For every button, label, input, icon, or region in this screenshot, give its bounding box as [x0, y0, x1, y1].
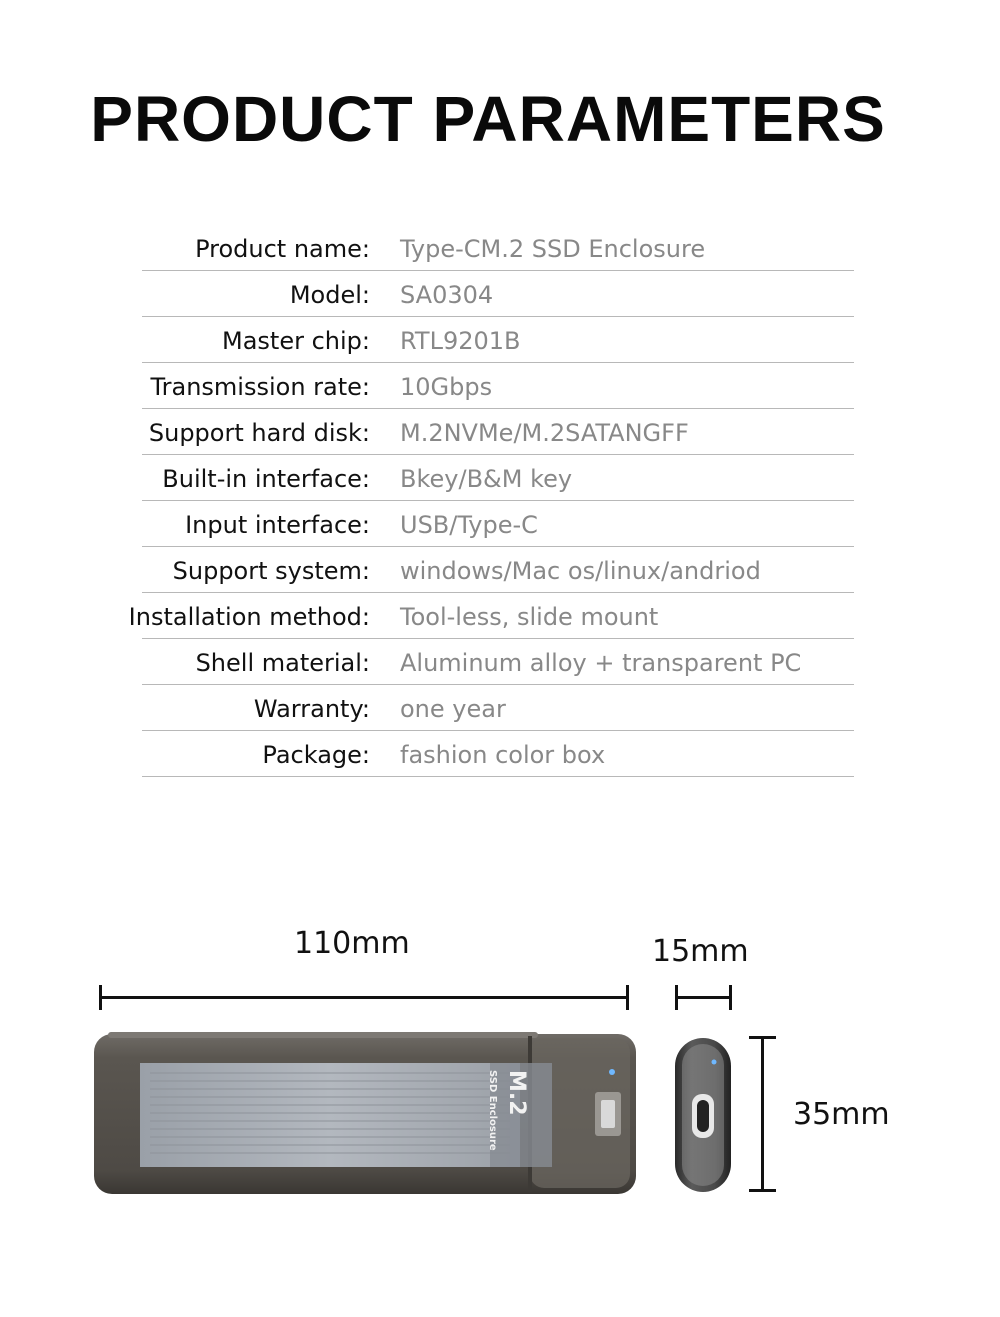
- spec-label: Shell material:: [195, 649, 370, 677]
- spec-row: [142, 318, 854, 363]
- spec-value: Type-CM.2 SSD Enclosure: [400, 235, 706, 263]
- spec-row: [142, 502, 854, 547]
- spec-value: fashion color box: [400, 741, 606, 769]
- spec-value: one year: [400, 695, 506, 723]
- spec-label: Master chip:: [222, 327, 370, 355]
- enclosure-end-view-image: [672, 1036, 734, 1194]
- spec-row: [142, 640, 854, 685]
- spec-label: Model:: [289, 281, 370, 309]
- spec-value: windows/Mac os/linux/andriod: [400, 557, 761, 585]
- spec-row: [142, 686, 854, 731]
- height-dimension-label: 35mm: [793, 1097, 890, 1132]
- spec-table: [128, 226, 854, 778]
- spec-label: Support system:: [172, 557, 370, 585]
- spec-label: Transmission rate:: [150, 373, 370, 401]
- spec-value: Aluminum alloy + transparent PC: [400, 649, 802, 677]
- spec-row: [142, 364, 854, 409]
- spec-value: RTL9201B: [400, 327, 521, 355]
- page-title: PRODUCT PARAMETERS: [90, 83, 886, 155]
- spec-value: Bkey/B&M key: [400, 465, 573, 493]
- spec-label: Built-in interface:: [162, 465, 370, 493]
- spec-label: Installation method:: [128, 603, 370, 631]
- spec-row: [142, 272, 854, 317]
- svg-text:M.2: M.2: [504, 1070, 529, 1116]
- spec-label: Product name:: [195, 235, 370, 263]
- spec-row: [142, 410, 854, 455]
- spec-row: [142, 732, 854, 777]
- spec-row: [142, 548, 854, 593]
- spec-value: USB/Type-C: [400, 511, 538, 539]
- spec-label: Warranty:: [253, 695, 370, 723]
- spec-value: Tool-less, slide mount: [400, 603, 659, 631]
- spec-value: 10Gbps: [400, 373, 493, 401]
- width-dimension-label: 15mm: [652, 934, 749, 969]
- length-dimension-label: 110mm: [294, 926, 410, 961]
- svg-text:SSD Enclosure: SSD Enclosure: [487, 1070, 498, 1151]
- spec-value: M.2NVMe/M.2SATANGFF: [400, 419, 689, 447]
- spec-value: SA0304: [400, 281, 494, 309]
- spec-row: [142, 456, 854, 501]
- spec-row: [142, 226, 854, 271]
- spec-row: [128, 594, 854, 639]
- enclosure-top-view-image: [90, 1028, 640, 1198]
- spec-label: Package:: [262, 741, 370, 769]
- spec-label: Input interface:: [185, 511, 370, 539]
- spec-label: Support hard disk:: [148, 419, 370, 447]
